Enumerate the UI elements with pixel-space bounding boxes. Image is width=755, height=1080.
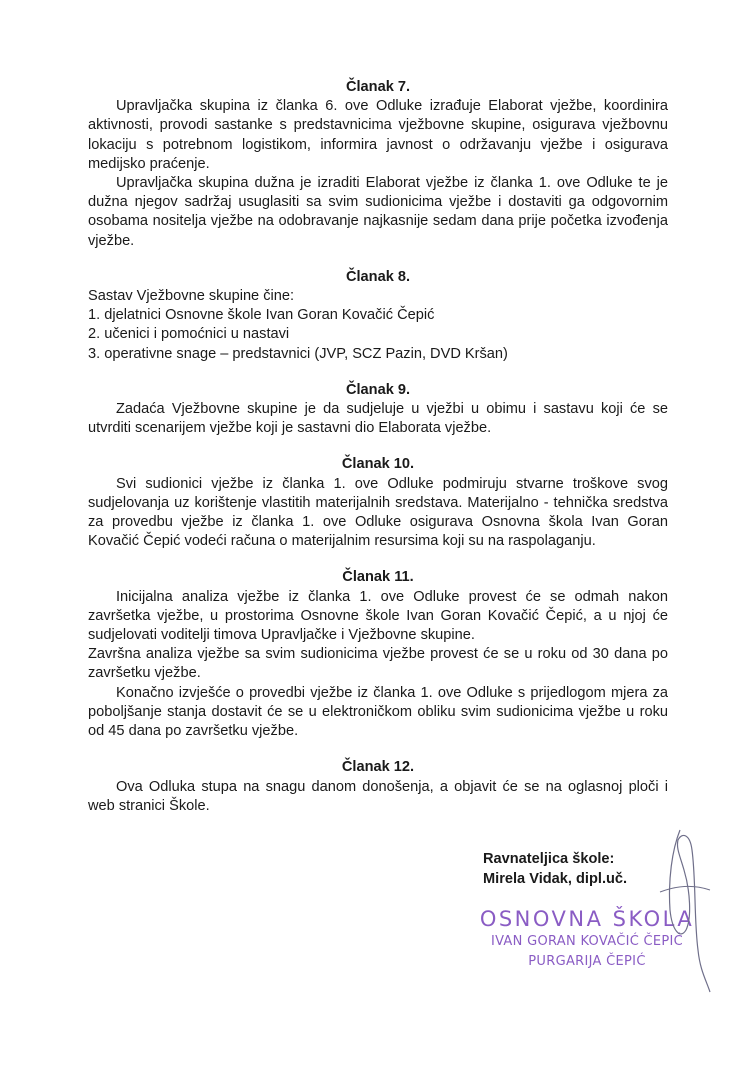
stamp-line-2: IVAN GORAN KOVAČIĆ ČEPIĆ [490, 934, 684, 949]
article-title: Članak 7. [345, 79, 411, 95]
signatory-name: Mirela Vidak, dipl.uč. [483, 870, 628, 887]
stamp-line-1: OSNOVNA ŠKOLA [479, 907, 695, 931]
signature-block [483, 850, 627, 889]
list-item: 1. djelatnici Osnovne škole Ivan Goran Kovačić Čepić [88, 307, 435, 324]
article-paragraph: Završna analiza vježbe sa svim sudionicima vježbe provest će se u roku od 30 dana po završetku vježbe. [88, 646, 668, 682]
article-title: Članak 8. [345, 268, 411, 285]
article-list [88, 306, 668, 364]
article-9 [88, 381, 668, 439]
article-10 [88, 455, 668, 551]
article-title: Članak 11. [342, 569, 414, 586]
article-paragraph: Konačno izvješće o provedbi vježbe iz članka 1. ove Odluke s prijedlogom mjera za poboljšanje stanja dostavit će se u elektroničkom obliku svim sudionicima vježbe u roku od 45 dana po završetku vježbe. [88, 684, 668, 740]
document-body [88, 78, 668, 833]
article-title: Članak 12. [341, 759, 415, 776]
handwritten-signature-icon [650, 820, 730, 1000]
article-intro: Sastav Vježbovne skupine čine: [88, 288, 295, 305]
stamp-line-3: PURGARIJA ČEPIĆ [528, 954, 646, 969]
article-7 [88, 78, 668, 251]
list-item: 3. operativne snage – predstavnici (JVP, SCZ Pazin, DVD Kršan) [88, 345, 508, 362]
article-paragraph: Svi sudionici vježbe iz članka 1. ove Odluke podmiruju stvarne troškove svog sudjelovanja uz korištenje vlastitih materijalnih sredstava. Materijalno - tehnička sredstva za provedbu vježbe iz članka 1. ove Odluke osigurava Osnovna škola Ivan Goran Kovačić Čepić vodeći računa o materijalnim resursima koji su na raspolaganju. [88, 475, 668, 550]
article-paragraph: Upravljačka skupina dužna je izraditi Elaborat vježbe iz članka 1. ove Odluke te je dužna njegov sadržaj usuglasiti sa svim sudionicima vježbe i dostaviti ga odgovornim osobama nositelja vježbe na odobravanje najkasnije sedam dana prije početka izvođenja vježbe. [88, 175, 668, 249]
article-12 [88, 758, 668, 816]
list-item: 2. učenici i pomoćnici u nastavi [88, 326, 290, 343]
article-8 [88, 268, 668, 364]
signatory-role: Ravnateljica škole: [483, 851, 615, 867]
article-title: Članak 10. [341, 456, 415, 473]
article-paragraph: Ova Odluka stupa na snagu danom donošenja, a objavit će se na oglasnoj ploči i web stranici Škole. [88, 778, 668, 814]
article-paragraph: Inicijalna analiza vježbe iz članka 1. ove Odluke provest će se odmah nakon završetka vježbe, u prostorima Osnovne škole Ivan Goran Kovačić Čepić, a u njoj će sudjelovati voditelji timova Upravljačke i Vježbovne skupine. [88, 588, 668, 644]
article-title: Članak 9. [345, 381, 411, 398]
article-paragraph: Zadaća Vježbovne skupine je da sudjeluje u vježbi u obimu i sastavu koji će se utvrditi scenarijem vježbe koji je sastavni dio Elaborata vježbe. [88, 401, 668, 437]
article-paragraph: Upravljačka skupina iz članka 6. ove Odluke izrađuje Elaborat vježbe, koordinira aktivnosti, provodi sastanke s predstavnicima vježbovne skupine, osigurava vježbovnu lokaciju s potrebnom logistikom, informira javnost o održavanju vježbe i osigurava medijsko praćenje. [88, 98, 668, 172]
article-11 [88, 568, 668, 741]
